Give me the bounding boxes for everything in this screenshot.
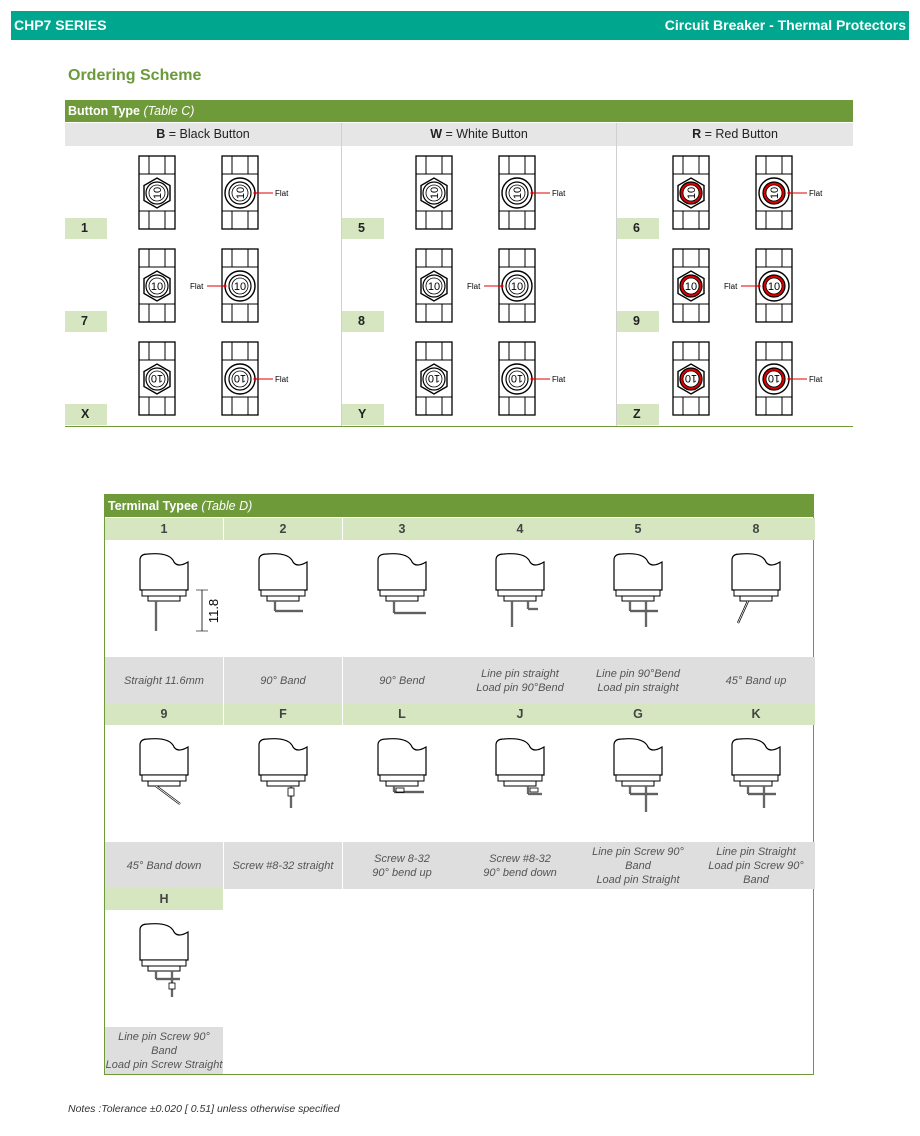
svg-text:10: 10 xyxy=(429,186,441,200)
terminal-description: Screw #8-32 90° bend down xyxy=(461,842,579,889)
terminal-description: 45° Band down xyxy=(105,842,223,889)
option-code: 6 xyxy=(617,218,659,239)
terminal-code: H xyxy=(105,888,223,910)
svg-text:10: 10 xyxy=(510,372,524,384)
svg-text:11.8: 11.8 xyxy=(206,598,221,624)
svg-text:Flat: Flat xyxy=(809,375,823,384)
table-note: (Table C) xyxy=(143,104,195,118)
terminal-code: 4 xyxy=(461,518,579,540)
terminal-code: L xyxy=(343,703,461,725)
svg-text:Flat: Flat xyxy=(552,189,566,198)
option-code: 8 xyxy=(342,311,384,332)
terminal-type-table xyxy=(104,494,814,1075)
terminal-description: Screw #8-32 straight xyxy=(224,842,342,889)
terminal-option-cell xyxy=(105,888,223,1073)
svg-text:Flat: Flat xyxy=(809,189,823,198)
button-type-table-header xyxy=(65,100,853,122)
button-option-cell xyxy=(342,333,617,425)
column-header-white xyxy=(342,123,616,146)
category-title: Circuit Breaker - Thermal Protectors xyxy=(664,17,906,33)
terminal-code: 2 xyxy=(224,518,342,540)
column-code: B xyxy=(156,127,166,141)
terminal-code: 8 xyxy=(697,518,815,540)
table-title: Button Type xyxy=(68,104,140,118)
terminal-code: 3 xyxy=(343,518,461,540)
option-code: 7 xyxy=(65,311,107,332)
column-code: W xyxy=(430,127,442,141)
terminal-option-cell xyxy=(105,703,223,888)
terminal-description: Line pin Screw 90° Band Load pin Straight xyxy=(579,842,697,889)
terminal-option-cell xyxy=(343,518,461,703)
tolerance-note: Notes :Tolerance ±0.020 [ 0.51] unless otherwise specified xyxy=(68,1103,340,1115)
option-code: 9 xyxy=(617,311,659,332)
terminal-description: 90° Bend xyxy=(343,657,461,704)
header-bar xyxy=(11,11,909,40)
terminal-code: J xyxy=(461,703,579,725)
svg-text:Flat: Flat xyxy=(467,282,481,291)
terminal-code: 5 xyxy=(579,518,697,540)
terminal-description: 45° Band up xyxy=(697,657,815,704)
svg-text:Flat: Flat xyxy=(552,375,566,384)
table-title: Terminal Typee xyxy=(108,499,198,513)
terminal-option-cell xyxy=(461,703,579,888)
terminal-option-cell xyxy=(579,518,697,703)
terminal-description: Screw 8-32 90° bend up xyxy=(343,842,461,889)
svg-text:10: 10 xyxy=(769,186,781,200)
section-title: Ordering Scheme xyxy=(68,67,202,84)
svg-text:10: 10 xyxy=(510,281,524,293)
column-code: R xyxy=(692,127,702,141)
svg-text:10: 10 xyxy=(684,372,698,384)
svg-text:10: 10 xyxy=(233,281,247,293)
terminal-option-cell xyxy=(697,703,815,888)
terminal-option-cell xyxy=(461,518,579,703)
button-option-cell xyxy=(617,147,892,239)
terminal-code: F xyxy=(224,703,342,725)
terminal-description: Straight 11.6mm xyxy=(105,657,223,704)
option-code: 5 xyxy=(342,218,384,239)
terminal-description: 90° Band xyxy=(224,657,342,704)
table-note: (Table D) xyxy=(201,499,253,513)
button-option-cell xyxy=(342,240,617,332)
terminal-description: Line pin Screw 90° Band Load pin Screw Straight xyxy=(105,1027,223,1074)
button-option-cell xyxy=(617,240,892,332)
option-code: Z xyxy=(617,404,659,425)
svg-text:10: 10 xyxy=(150,281,164,293)
svg-text:10: 10 xyxy=(235,186,247,200)
button-option-cell xyxy=(65,240,340,332)
terminal-option-cell xyxy=(105,518,223,703)
option-code: X xyxy=(65,404,107,425)
terminal-option-cell xyxy=(579,703,697,888)
svg-text:10: 10 xyxy=(767,372,781,384)
button-option-cell xyxy=(65,147,340,239)
button-type-table xyxy=(65,100,853,427)
terminal-description: Line pin straight Load pin 90°Bend xyxy=(461,657,579,704)
svg-text:10: 10 xyxy=(150,372,164,384)
svg-text:10: 10 xyxy=(684,281,698,293)
svg-text:Flat: Flat xyxy=(724,282,738,291)
svg-text:10: 10 xyxy=(427,281,441,293)
svg-text:Flat: Flat xyxy=(275,189,289,198)
column-label: = White Button xyxy=(442,127,528,141)
terminal-code: G xyxy=(579,703,697,725)
svg-text:Flat: Flat xyxy=(190,282,204,291)
terminal-option-cell xyxy=(343,703,461,888)
terminal-option-cell xyxy=(224,703,342,888)
button-option-cell xyxy=(342,147,617,239)
option-code: Y xyxy=(342,404,384,425)
terminal-option-cell xyxy=(697,518,815,703)
terminal-code: 9 xyxy=(105,703,223,725)
option-code: 1 xyxy=(65,218,107,239)
terminal-option-cell xyxy=(224,518,342,703)
button-option-cell xyxy=(65,333,340,425)
column-label: = Red Button xyxy=(701,127,778,141)
svg-text:10: 10 xyxy=(767,281,781,293)
svg-text:10: 10 xyxy=(427,372,441,384)
terminal-code: 1 xyxy=(105,518,223,540)
svg-text:10: 10 xyxy=(512,186,524,200)
svg-text:Flat: Flat xyxy=(275,375,289,384)
terminal-description: Line pin 90°Bend Load pin straight xyxy=(579,657,697,704)
series-title: CHP7 SERIES xyxy=(14,17,107,33)
button-option-cell xyxy=(617,333,892,425)
column-label: = Black Button xyxy=(165,127,250,141)
svg-text:10: 10 xyxy=(233,372,247,384)
column-header-red xyxy=(617,123,853,146)
terminal-type-table-header xyxy=(105,495,813,517)
terminal-code: K xyxy=(697,703,815,725)
column-header-black xyxy=(65,123,341,146)
svg-text:10: 10 xyxy=(686,186,698,200)
terminal-description: Line pin Straight Load pin Screw 90° Band xyxy=(697,842,815,889)
svg-text:10: 10 xyxy=(152,186,164,200)
